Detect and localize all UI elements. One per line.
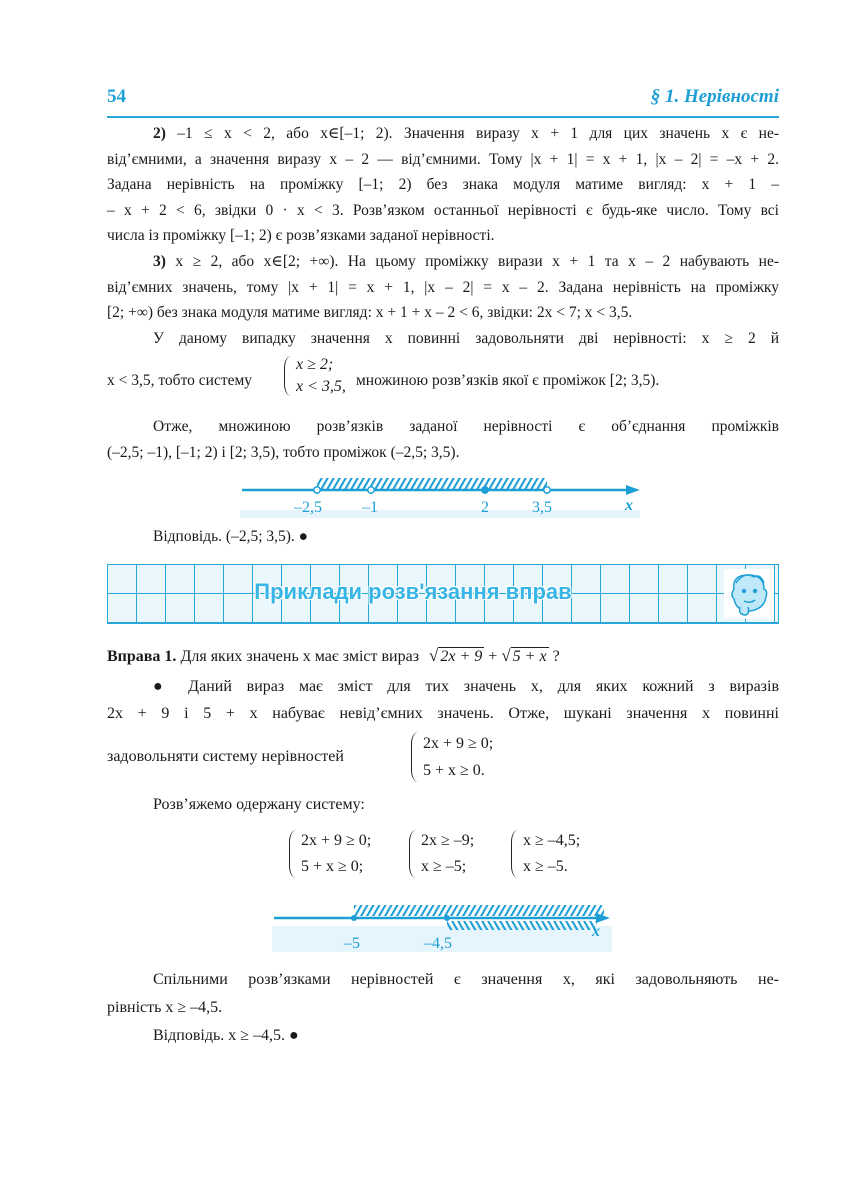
case2-paragraph <box>107 121 779 249</box>
axis-label: x <box>592 923 600 940</box>
case2-line: Задана нерівність на проміжку [–1; 2) без знака модуля матиме вигляд: x + 1 – <box>107 176 779 194</box>
case3-line: [2; +∞) без знака модуля матиме вигляд: x + 1 + x – 2 < 6, звідки: 2x < 7; x < 3,5. <box>107 304 633 322</box>
point-minus-2-5 <box>314 487 320 493</box>
case3-note-after: множиною розв’язків якої є проміжок [2; 3,5). <box>356 372 660 389</box>
system-step-3 <box>511 828 580 880</box>
case2-line: 2) –1 ≤ x < 2, або x∈[–1; 2). Значення виразу x + 1 для цих значень x є не- <box>153 125 779 142</box>
page-number: 54 <box>107 86 126 107</box>
axis-arrow <box>626 485 640 495</box>
tick-label: –5 <box>344 935 360 952</box>
point-3-5 <box>544 487 550 493</box>
tick-label: –4,5 <box>424 935 452 952</box>
answer-2: Відповідь. x ≥ –4,5. ● <box>153 1027 299 1044</box>
solve-line: Розв’яжемо одержану систему: <box>153 796 365 813</box>
conclusion-paragraph <box>107 414 779 465</box>
brace-shape <box>289 830 297 878</box>
number-line-2 <box>272 902 612 952</box>
system-row: x < 3,5, <box>296 378 346 395</box>
case3-note-line: У даному випадку значення x повинні задовольняти дві нерівності: x ≥ 2 й <box>153 330 779 347</box>
system-step-1 <box>289 828 371 880</box>
system-row: 5 + x ≥ 0. <box>423 762 485 779</box>
exercise-1-question: Вправа 1. Для яких значень x має зміст вираз √ 2x + 9 + √ 5 + x ? <box>107 646 560 665</box>
system-sqrt-conditions <box>411 730 493 784</box>
hatch-region-below <box>447 921 597 930</box>
case2-line: – x + 2 < 6, звідки 0 · x < 3. Розв’язком останньої нерівності є будь-яке число. Тому всі <box>107 201 779 219</box>
system-step-2 <box>409 828 474 880</box>
point-minus-4-5 <box>444 915 450 921</box>
point-2 <box>482 487 488 493</box>
case3-paragraph <box>107 249 779 326</box>
section-title: § 1. Нерівності <box>650 86 779 107</box>
case3-note-before: x < 3,5, тобто систему <box>107 372 253 389</box>
tick-label: –1 <box>362 499 378 516</box>
solution-line: ● Даний вираз має зміст для тих значень x, для яких кожний з виразів <box>153 678 779 695</box>
solution-line: 2x + 9 і 5 + x набуває невід’ємних значень. Отже, шукані значення x повинні <box>107 705 779 722</box>
sqrt-expression-2: √ 5 + x <box>501 646 547 665</box>
axis-label: x <box>625 497 633 514</box>
common-line: Спільними розв’язками нерівностей є значення x, які задовольняють не- <box>153 971 779 988</box>
common-line: рівність x ≥ –4,5. <box>107 999 223 1016</box>
number-line-1 <box>240 472 640 518</box>
system-row: 2x + 9 ≥ 0; <box>423 735 494 752</box>
system-x-range <box>284 354 346 398</box>
examples-banner <box>107 564 779 624</box>
system-row: x ≥ 2; <box>296 356 334 373</box>
conclusion-line: Отже, множиною розв’язків заданої нерівності є об’єднання проміжків <box>153 418 779 435</box>
case2-line: від’ємними, а значення виразу x – 2 — від’ємними. Тому |x + 1| = x + 1, |x – 2| = –x + 2. <box>107 150 779 168</box>
common-paragraph <box>107 966 779 1022</box>
hatch-region-above <box>354 905 604 916</box>
brace-shape <box>409 830 417 878</box>
system-row: 2x + 9 ≥ 0; <box>301 832 372 849</box>
system-row: x ≥ –5; <box>421 858 467 875</box>
sqrt-expression-1: √ 2x + 9 <box>429 646 483 665</box>
tick-label: 2 <box>481 499 489 516</box>
case3-line: 3) x ≥ 2, або x∈[2; +∞). На цьому проміжку вирази x + 1 та x – 2 набувають не- <box>153 253 779 270</box>
hatch-region <box>317 478 547 489</box>
case3-note <box>107 326 779 352</box>
brace-shape <box>511 830 519 878</box>
solution-line: задовольняти систему нерівностей <box>107 748 344 765</box>
point-minus-5 <box>351 915 357 921</box>
system-row: 2x ≥ –9; <box>421 832 475 849</box>
tick-label: 3,5 <box>532 499 552 516</box>
point-minus-1 <box>368 487 374 493</box>
conclusion-line: (–2,5; –1), [–1; 2) і [2; 3,5), тобто проміжок (–2,5; 3,5). <box>107 443 460 461</box>
brace-shape <box>411 732 419 782</box>
banner-title: Приклади розв'язання вправ <box>254 579 572 604</box>
answer-1: Відповідь. (–2,5; 3,5). ● <box>153 528 309 545</box>
exercise-label: Вправа 1. <box>107 648 177 665</box>
system-row: x ≥ –4,5; <box>523 832 581 849</box>
system-row: 5 + x ≥ 0; <box>301 858 364 875</box>
system-row: x ≥ –5. <box>523 858 568 875</box>
tick-label: –2,5 <box>294 499 322 516</box>
page-header <box>107 86 779 118</box>
case2-line: числа із проміжку [–1; 2) є розв’язками заданої нерівності. <box>107 227 495 245</box>
brace-shape <box>284 356 292 396</box>
thinking-boy-icon <box>724 569 774 619</box>
case3-line: від’ємних значень, тому |x + 1| = x + 1, |x – 2| = x – 2. Задана нерівність на проміжку <box>107 278 779 296</box>
solution-paragraph <box>107 673 779 727</box>
